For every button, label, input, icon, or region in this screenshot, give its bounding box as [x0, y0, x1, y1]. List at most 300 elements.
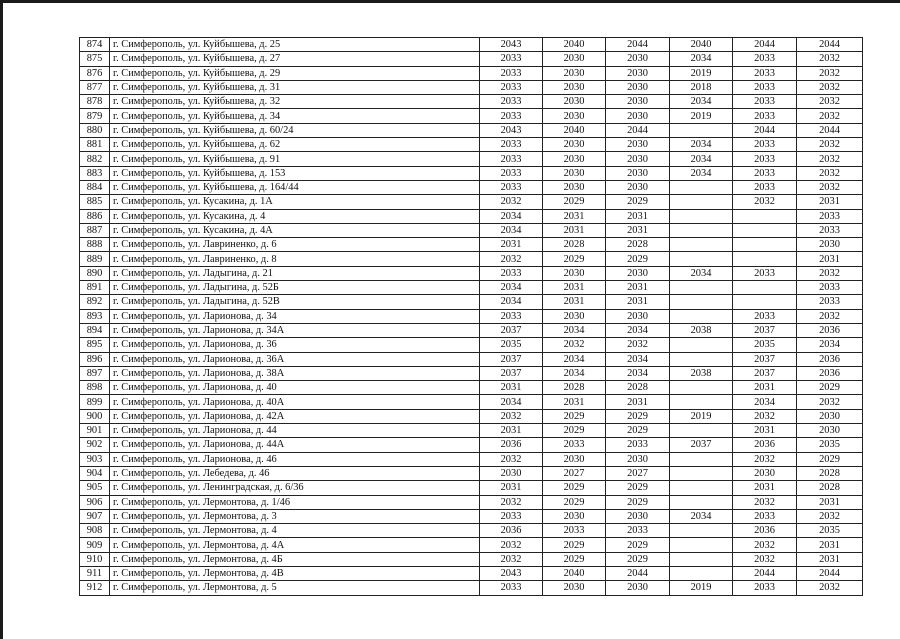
- table-row: [80, 381, 863, 395]
- year-cell-3: 2034: [606, 352, 670, 366]
- address-cell: г. Симферополь, ул. Ладыгина, д. 52Б: [110, 281, 480, 295]
- year-cell-3: 2033: [606, 438, 670, 452]
- table-row: [80, 266, 863, 280]
- year-cell-4: [670, 295, 733, 309]
- address-cell: г. Симферополь, ул. Лермонтова, д. 4Б: [110, 552, 480, 566]
- table-row: [80, 166, 863, 180]
- table-row: [80, 252, 863, 266]
- year-cell-1: 2033: [480, 581, 543, 595]
- table-row: [80, 209, 863, 223]
- row-number-cell: 912: [80, 581, 110, 595]
- year-cell-2: 2027: [543, 466, 606, 480]
- table-row: [80, 524, 863, 538]
- year-cell-4: [670, 566, 733, 580]
- year-cell-1: 2032: [480, 409, 543, 423]
- year-cell-4: [670, 180, 733, 194]
- year-cell-6: 2031: [797, 538, 863, 552]
- year-cell-5: 2033: [733, 52, 797, 66]
- year-cell-6: 2028: [797, 481, 863, 495]
- year-cell-4: 2034: [670, 166, 733, 180]
- year-cell-3: 2030: [606, 452, 670, 466]
- year-cell-3: 2030: [606, 66, 670, 80]
- year-cell-6: 2030: [797, 409, 863, 423]
- year-cell-3: 2029: [606, 409, 670, 423]
- year-cell-5: 2032: [733, 495, 797, 509]
- row-number-cell: 909: [80, 538, 110, 552]
- table-row: [80, 295, 863, 309]
- year-cell-1: 2037: [480, 366, 543, 380]
- year-cell-2: 2030: [543, 66, 606, 80]
- year-cell-6: 2036: [797, 352, 863, 366]
- year-cell-2: 2029: [543, 481, 606, 495]
- year-cell-6: 2031: [797, 195, 863, 209]
- year-cell-1: 2037: [480, 323, 543, 337]
- table-row: [80, 424, 863, 438]
- year-cell-3: 2029: [606, 538, 670, 552]
- year-cell-4: [670, 338, 733, 352]
- year-cell-5: 2044: [733, 123, 797, 137]
- address-cell: г. Симферополь, ул. Куйбышева, д. 153: [110, 166, 480, 180]
- address-cell: г. Симферополь, ул. Ладыгина, д. 21: [110, 266, 480, 280]
- table-row: [80, 52, 863, 66]
- year-cell-6: 2029: [797, 381, 863, 395]
- row-number-cell: 886: [80, 209, 110, 223]
- year-cell-1: 2032: [480, 538, 543, 552]
- year-cell-3: 2044: [606, 123, 670, 137]
- year-cell-5: [733, 252, 797, 266]
- address-cell: г. Симферополь, ул. Кусакина, д. 4: [110, 209, 480, 223]
- year-cell-2: 2030: [543, 266, 606, 280]
- year-cell-1: 2031: [480, 481, 543, 495]
- year-cell-5: 2037: [733, 366, 797, 380]
- year-cell-1: 2031: [480, 381, 543, 395]
- year-cell-4: 2037: [670, 438, 733, 452]
- address-cell: г. Симферополь, ул. Лермонтова, д. 4В: [110, 566, 480, 580]
- row-number-cell: 895: [80, 338, 110, 352]
- address-cell: г. Симферополь, ул. Ларионова, д. 44А: [110, 438, 480, 452]
- year-cell-1: 2033: [480, 309, 543, 323]
- table-row: [80, 180, 863, 194]
- address-cell: г. Симферополь, ул. Лебедева, д. 46: [110, 466, 480, 480]
- address-cell: г. Симферополь, ул. Ларионова, д. 38А: [110, 366, 480, 380]
- year-cell-6: 2029: [797, 452, 863, 466]
- row-number-cell: 887: [80, 223, 110, 237]
- year-cell-1: 2033: [480, 138, 543, 152]
- row-number-cell: 875: [80, 52, 110, 66]
- table-row: [80, 352, 863, 366]
- year-cell-2: 2034: [543, 366, 606, 380]
- year-cell-2: 2030: [543, 95, 606, 109]
- year-cell-2: 2032: [543, 338, 606, 352]
- year-cell-6: 2036: [797, 366, 863, 380]
- address-cell: г. Симферополь, ул. Кусакина, д. 1А: [110, 195, 480, 209]
- table-row: [80, 223, 863, 237]
- address-cell: г. Симферополь, ул. Куйбышева, д. 62: [110, 138, 480, 152]
- year-cell-2: 2034: [543, 352, 606, 366]
- address-cell: г. Симферополь, ул. Ларионова, д. 44: [110, 424, 480, 438]
- year-cell-3: 2028: [606, 381, 670, 395]
- year-cell-1: 2034: [480, 223, 543, 237]
- year-cell-6: 2032: [797, 109, 863, 123]
- year-cell-3: 2034: [606, 323, 670, 337]
- row-number-cell: 877: [80, 80, 110, 94]
- year-cell-6: 2044: [797, 38, 863, 52]
- year-cell-1: 2033: [480, 152, 543, 166]
- table-row: [80, 38, 863, 52]
- year-cell-6: 2032: [797, 80, 863, 94]
- year-cell-4: 2034: [670, 266, 733, 280]
- year-cell-6: 2033: [797, 295, 863, 309]
- year-cell-2: 2030: [543, 80, 606, 94]
- year-cell-2: 2040: [543, 38, 606, 52]
- year-cell-3: 2029: [606, 424, 670, 438]
- year-cell-5: 2033: [733, 138, 797, 152]
- table-row: [80, 195, 863, 209]
- row-number-cell: 883: [80, 166, 110, 180]
- year-cell-6: 2032: [797, 309, 863, 323]
- year-cell-2: 2029: [543, 495, 606, 509]
- buildings-repair-schedule-table: [79, 37, 863, 596]
- year-cell-5: 2032: [733, 409, 797, 423]
- year-cell-6: 2032: [797, 66, 863, 80]
- year-cell-1: 2034: [480, 281, 543, 295]
- year-cell-4: 2019: [670, 581, 733, 595]
- year-cell-6: 2032: [797, 152, 863, 166]
- year-cell-4: 2034: [670, 138, 733, 152]
- table-row: [80, 238, 863, 252]
- year-cell-4: 2040: [670, 38, 733, 52]
- address-cell: г. Симферополь, ул. Ларионова, д. 46: [110, 452, 480, 466]
- address-cell: г. Симферополь, ул. Лермонтова, д. 4: [110, 524, 480, 538]
- year-cell-3: 2031: [606, 209, 670, 223]
- address-cell: г. Симферополь, ул. Куйбышева, д. 164/44: [110, 180, 480, 194]
- row-number-cell: 881: [80, 138, 110, 152]
- table-row: [80, 281, 863, 295]
- year-cell-1: 2033: [480, 66, 543, 80]
- year-cell-5: [733, 281, 797, 295]
- row-number-cell: 890: [80, 266, 110, 280]
- year-cell-5: 2037: [733, 323, 797, 337]
- address-cell: г. Симферополь, ул. Лермонтова, д. 1/46: [110, 495, 480, 509]
- year-cell-2: 2040: [543, 123, 606, 137]
- year-cell-5: 2033: [733, 309, 797, 323]
- year-cell-5: 2032: [733, 538, 797, 552]
- year-cell-4: 2019: [670, 109, 733, 123]
- address-cell: г. Симферополь, ул. Ларионова, д. 34: [110, 309, 480, 323]
- table-row: [80, 109, 863, 123]
- year-cell-3: 2030: [606, 109, 670, 123]
- year-cell-1: 2032: [480, 252, 543, 266]
- year-cell-1: 2033: [480, 109, 543, 123]
- table-row: [80, 438, 863, 452]
- address-cell: г. Симферополь, ул. Ладыгина, д. 52В: [110, 295, 480, 309]
- address-cell: г. Симферополь, ул. Куйбышева, д. 34: [110, 109, 480, 123]
- year-cell-6: 2031: [797, 495, 863, 509]
- year-cell-4: 2034: [670, 152, 733, 166]
- year-cell-5: 2037: [733, 352, 797, 366]
- year-cell-3: 2028: [606, 238, 670, 252]
- year-cell-2: 2033: [543, 438, 606, 452]
- table-row: [80, 366, 863, 380]
- address-cell: г. Симферополь, ул. Куйбышева, д. 25: [110, 38, 480, 52]
- address-cell: г. Симферополь, ул. Ларионова, д. 42А: [110, 409, 480, 423]
- row-number-cell: 888: [80, 238, 110, 252]
- table-row: [80, 152, 863, 166]
- year-cell-6: 2033: [797, 223, 863, 237]
- year-cell-3: 2030: [606, 80, 670, 94]
- row-number-cell: 884: [80, 180, 110, 194]
- year-cell-5: [733, 209, 797, 223]
- year-cell-2: 2029: [543, 552, 606, 566]
- row-number-cell: 911: [80, 566, 110, 580]
- year-cell-3: 2030: [606, 266, 670, 280]
- table-row: [80, 138, 863, 152]
- year-cell-6: 2032: [797, 180, 863, 194]
- year-cell-2: 2031: [543, 223, 606, 237]
- year-cell-1: 2036: [480, 438, 543, 452]
- year-cell-1: 2043: [480, 38, 543, 52]
- year-cell-4: [670, 538, 733, 552]
- year-cell-5: [733, 223, 797, 237]
- row-number-cell: 876: [80, 66, 110, 80]
- row-number-cell: 900: [80, 409, 110, 423]
- year-cell-6: 2044: [797, 123, 863, 137]
- row-number-cell: 885: [80, 195, 110, 209]
- year-cell-2: 2029: [543, 424, 606, 438]
- year-cell-4: 2034: [670, 509, 733, 523]
- year-cell-3: 2030: [606, 95, 670, 109]
- address-cell: г. Симферополь, ул. Куйбышева, д. 60/24: [110, 123, 480, 137]
- year-cell-5: 2033: [733, 266, 797, 280]
- address-cell: г. Симферополь, ул. Лермонтова, д. 4А: [110, 538, 480, 552]
- year-cell-6: 2032: [797, 395, 863, 409]
- year-cell-4: [670, 223, 733, 237]
- year-cell-2: 2030: [543, 452, 606, 466]
- year-cell-5: [733, 238, 797, 252]
- year-cell-6: 2032: [797, 95, 863, 109]
- address-cell: г. Симферополь, ул. Ларионова, д. 36А: [110, 352, 480, 366]
- year-cell-2: 2031: [543, 281, 606, 295]
- table-row: [80, 566, 863, 580]
- year-cell-3: 2029: [606, 495, 670, 509]
- year-cell-5: 2032: [733, 552, 797, 566]
- row-number-cell: 880: [80, 123, 110, 137]
- year-cell-5: 2033: [733, 152, 797, 166]
- table-row: [80, 481, 863, 495]
- row-number-cell: 892: [80, 295, 110, 309]
- year-cell-5: 2033: [733, 95, 797, 109]
- year-cell-1: 2032: [480, 195, 543, 209]
- year-cell-3: 2030: [606, 581, 670, 595]
- year-cell-4: 2018: [670, 80, 733, 94]
- table-row: [80, 338, 863, 352]
- address-cell: г. Симферополь, ул. Лермонтова, д. 3: [110, 509, 480, 523]
- year-cell-5: 2033: [733, 80, 797, 94]
- row-number-cell: 904: [80, 466, 110, 480]
- year-cell-1: 2037: [480, 352, 543, 366]
- row-number-cell: 893: [80, 309, 110, 323]
- year-cell-1: 2031: [480, 238, 543, 252]
- year-cell-1: 2033: [480, 166, 543, 180]
- year-cell-2: 2028: [543, 381, 606, 395]
- year-cell-6: 2032: [797, 509, 863, 523]
- row-number-cell: 878: [80, 95, 110, 109]
- year-cell-2: 2034: [543, 323, 606, 337]
- year-cell-3: 2030: [606, 52, 670, 66]
- table-row: [80, 395, 863, 409]
- year-cell-3: 2030: [606, 509, 670, 523]
- year-cell-3: 2033: [606, 524, 670, 538]
- year-cell-2: 2030: [543, 509, 606, 523]
- year-cell-4: [670, 281, 733, 295]
- year-cell-6: 2032: [797, 138, 863, 152]
- year-cell-4: [670, 524, 733, 538]
- row-number-cell: 906: [80, 495, 110, 509]
- year-cell-2: 2031: [543, 209, 606, 223]
- row-number-cell: 902: [80, 438, 110, 452]
- row-number-cell: 882: [80, 152, 110, 166]
- year-cell-5: 2031: [733, 481, 797, 495]
- row-number-cell: 908: [80, 524, 110, 538]
- table-row: [80, 309, 863, 323]
- year-cell-4: 2034: [670, 52, 733, 66]
- year-cell-2: 2029: [543, 538, 606, 552]
- table-row: [80, 509, 863, 523]
- year-cell-6: 2034: [797, 338, 863, 352]
- year-cell-3: 2027: [606, 466, 670, 480]
- row-number-cell: 894: [80, 323, 110, 337]
- year-cell-1: 2032: [480, 552, 543, 566]
- year-cell-5: 2044: [733, 38, 797, 52]
- year-cell-1: 2032: [480, 495, 543, 509]
- year-cell-2: 2040: [543, 566, 606, 580]
- table-body: [80, 38, 863, 596]
- year-cell-1: 2033: [480, 52, 543, 66]
- address-cell: г. Симферополь, ул. Лавриненко, д. 8: [110, 252, 480, 266]
- year-cell-5: 2033: [733, 166, 797, 180]
- year-cell-1: 2043: [480, 566, 543, 580]
- row-number-cell: 891: [80, 281, 110, 295]
- year-cell-1: 2043: [480, 123, 543, 137]
- address-cell: г. Симферополь, ул. Куйбышева, д. 31: [110, 80, 480, 94]
- year-cell-1: 2034: [480, 395, 543, 409]
- year-cell-1: 2033: [480, 95, 543, 109]
- year-cell-3: 2029: [606, 552, 670, 566]
- table-row: [80, 66, 863, 80]
- year-cell-2: 2029: [543, 252, 606, 266]
- year-cell-5: [733, 295, 797, 309]
- address-cell: г. Симферополь, ул. Куйбышева, д. 91: [110, 152, 480, 166]
- year-cell-2: 2030: [543, 138, 606, 152]
- year-cell-6: 2033: [797, 209, 863, 223]
- table-row: [80, 495, 863, 509]
- year-cell-4: [670, 495, 733, 509]
- year-cell-6: 2036: [797, 323, 863, 337]
- address-cell: г. Симферополь, ул. Куйбышева, д. 32: [110, 95, 480, 109]
- year-cell-4: 2038: [670, 323, 733, 337]
- year-cell-2: 2030: [543, 166, 606, 180]
- year-cell-4: 2019: [670, 66, 733, 80]
- year-cell-3: 2029: [606, 481, 670, 495]
- table-row: [80, 323, 863, 337]
- year-cell-3: 2034: [606, 366, 670, 380]
- year-cell-1: 2033: [480, 509, 543, 523]
- year-cell-3: 2030: [606, 309, 670, 323]
- year-cell-6: 2032: [797, 581, 863, 595]
- address-cell: г. Симферополь, ул. Ларионова, д. 40А: [110, 395, 480, 409]
- table-row: [80, 552, 863, 566]
- year-cell-3: 2044: [606, 38, 670, 52]
- scan-edge-top: [0, 0, 900, 3]
- row-number-cell: 879: [80, 109, 110, 123]
- table-row: [80, 123, 863, 137]
- year-cell-4: [670, 395, 733, 409]
- year-cell-4: [670, 209, 733, 223]
- table-row: [80, 409, 863, 423]
- year-cell-2: 2030: [543, 180, 606, 194]
- year-cell-1: 2033: [480, 180, 543, 194]
- row-number-cell: 901: [80, 424, 110, 438]
- year-cell-3: 2044: [606, 566, 670, 580]
- year-cell-2: 2031: [543, 395, 606, 409]
- table-row: [80, 80, 863, 94]
- row-number-cell: 897: [80, 366, 110, 380]
- year-cell-3: 2030: [606, 152, 670, 166]
- year-cell-1: 2032: [480, 452, 543, 466]
- row-number-cell: 899: [80, 395, 110, 409]
- year-cell-5: 2031: [733, 424, 797, 438]
- year-cell-5: 2031: [733, 381, 797, 395]
- year-cell-3: 2031: [606, 223, 670, 237]
- year-cell-6: 2032: [797, 266, 863, 280]
- year-cell-6: 2044: [797, 566, 863, 580]
- year-cell-4: [670, 309, 733, 323]
- year-cell-1: 2034: [480, 295, 543, 309]
- table-row: [80, 95, 863, 109]
- year-cell-5: 2035: [733, 338, 797, 352]
- row-number-cell: 907: [80, 509, 110, 523]
- row-number-cell: 898: [80, 381, 110, 395]
- row-number-cell: 910: [80, 552, 110, 566]
- address-cell: г. Симферополь, ул. Ларионова, д. 40: [110, 381, 480, 395]
- year-cell-4: [670, 424, 733, 438]
- address-cell: г. Симферополь, ул. Куйбышева, д. 29: [110, 66, 480, 80]
- year-cell-5: 2032: [733, 452, 797, 466]
- address-cell: г. Симферополь, ул. Ларионова, д. 36: [110, 338, 480, 352]
- address-cell: г. Симферополь, ул. Лермонтова, д. 5: [110, 581, 480, 595]
- year-cell-6: 2030: [797, 424, 863, 438]
- year-cell-5: 2034: [733, 395, 797, 409]
- year-cell-1: 2030: [480, 466, 543, 480]
- year-cell-5: 2036: [733, 524, 797, 538]
- address-cell: г. Симферополь, ул. Ленинградская, д. 6/36: [110, 481, 480, 495]
- year-cell-1: 2033: [480, 266, 543, 280]
- year-cell-2: 2029: [543, 195, 606, 209]
- year-cell-1: 2033: [480, 80, 543, 94]
- document-sheet: [79, 37, 862, 596]
- year-cell-4: [670, 238, 733, 252]
- address-cell: г. Симферополь, ул. Кусакина, д. 4А: [110, 223, 480, 237]
- year-cell-6: 2033: [797, 281, 863, 295]
- year-cell-2: 2028: [543, 238, 606, 252]
- year-cell-3: 2029: [606, 252, 670, 266]
- year-cell-4: 2034: [670, 95, 733, 109]
- year-cell-1: 2031: [480, 424, 543, 438]
- year-cell-3: 2031: [606, 281, 670, 295]
- year-cell-5: 2033: [733, 180, 797, 194]
- year-cell-6: 2032: [797, 166, 863, 180]
- row-number-cell: 905: [80, 481, 110, 495]
